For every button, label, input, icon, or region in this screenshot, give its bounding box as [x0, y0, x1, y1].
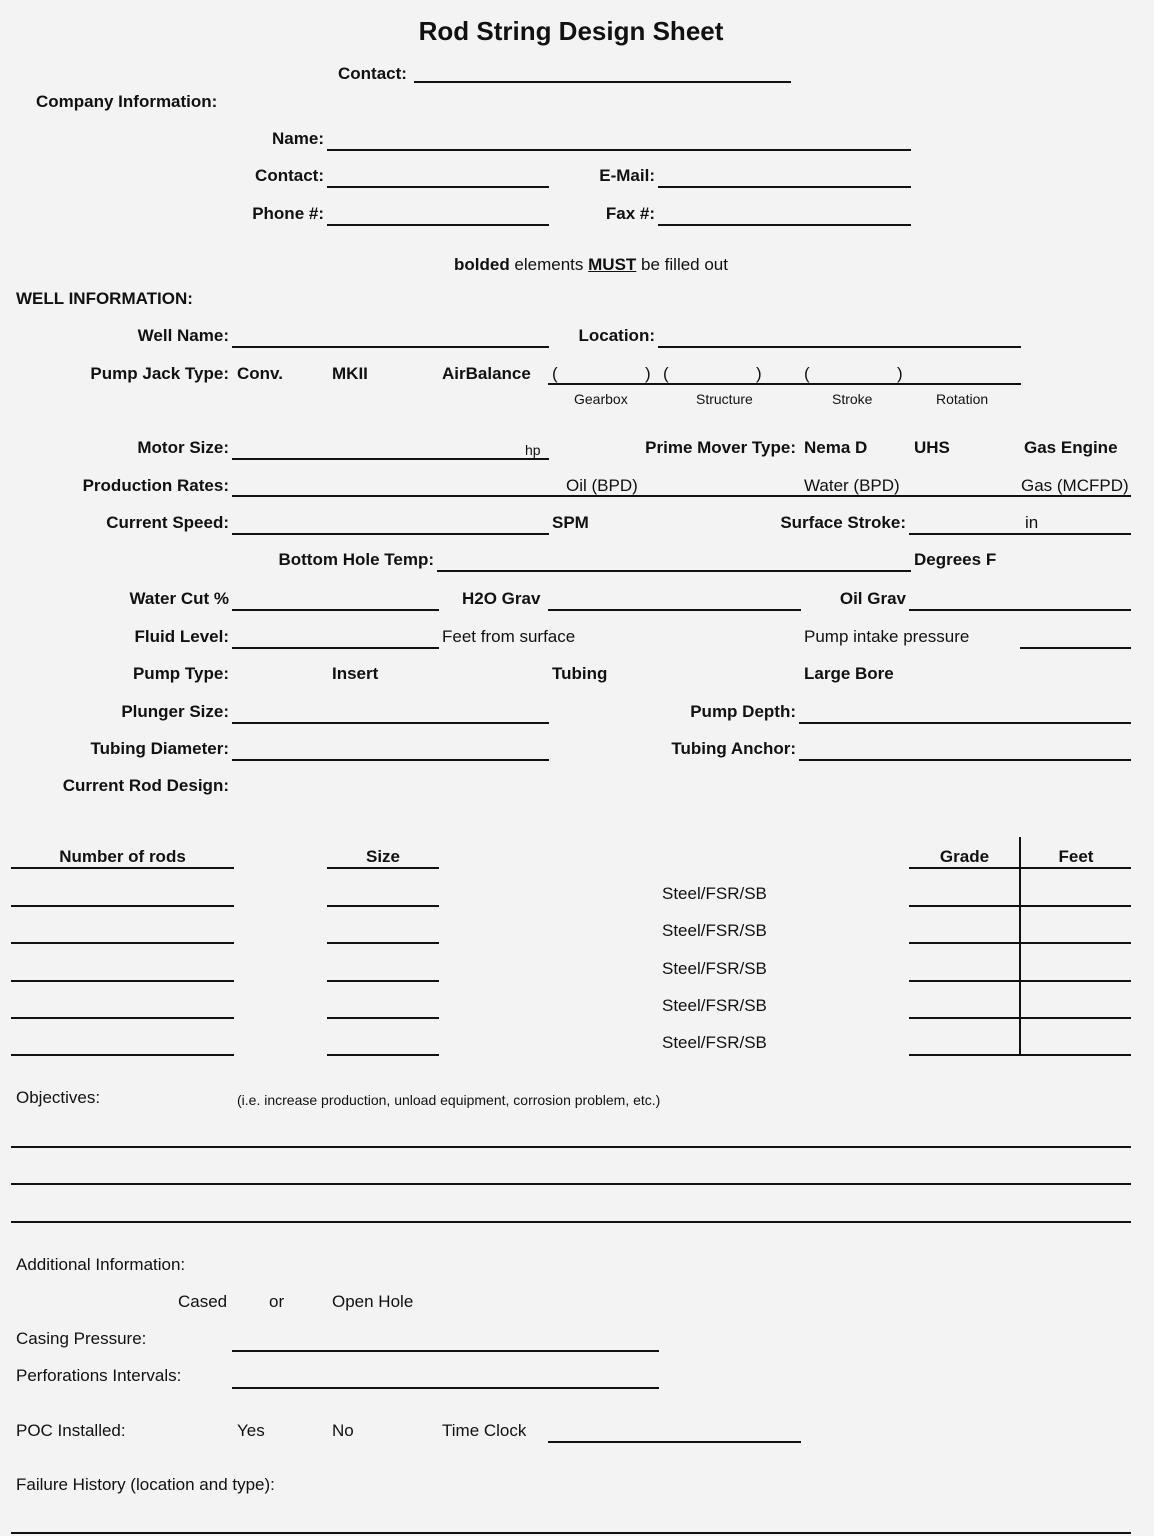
current-rod-design-label: Current Rod Design: — [62, 776, 229, 795]
prime-mover-uhs[interactable]: UHS — [914, 438, 950, 457]
pump-type-large-bore[interactable]: Large Bore — [804, 664, 894, 683]
perforations-field[interactable] — [232, 1387, 659, 1389]
name-label: Name: — [272, 129, 324, 148]
plunger-size-label: Plunger Size: — [121, 702, 229, 721]
rods-number-field[interactable] — [11, 1054, 234, 1056]
rods-feet-field[interactable] — [1021, 1054, 1131, 1056]
h2o-grav-field[interactable] — [548, 609, 801, 611]
contact-top-label: Contact: — [338, 64, 407, 83]
rods-grade-field[interactable] — [909, 1017, 1020, 1019]
surface-stroke-field[interactable] — [909, 533, 1131, 535]
location-field[interactable] — [658, 346, 1021, 348]
motor-size-label: Motor Size: — [137, 438, 229, 457]
company-contact-label: Contact: — [255, 166, 324, 185]
fax-field[interactable] — [658, 224, 911, 226]
bottom-hole-temp-label: Bottom Hole Temp: — [278, 550, 434, 569]
company-info-heading: Company Information: — [36, 92, 218, 111]
objectives-label: Objectives: — [16, 1088, 101, 1107]
well-name-field[interactable] — [232, 346, 549, 348]
pump-jack-conv[interactable]: Conv. — [237, 364, 283, 383]
pump-jack-mkii[interactable]: MKII — [332, 364, 368, 383]
rods-size-header: Size — [365, 847, 401, 866]
pump-type-insert[interactable]: Insert — [332, 664, 379, 683]
structure-paren-open: ( — [663, 364, 669, 383]
water-cut-field[interactable] — [232, 609, 439, 611]
rods-size-field[interactable] — [327, 905, 439, 907]
feet-from-surface-unit: Feet from surface — [442, 627, 576, 646]
rotation-caption: Rotation — [936, 391, 989, 407]
tubing-anchor-label: Tubing Anchor: — [671, 739, 796, 758]
rods-grade-header: Grade — [939, 847, 990, 866]
rods-material-options: Steel/FSR/SB — [662, 921, 767, 940]
pump-type-label: Pump Type: — [132, 664, 229, 683]
rods-size-header-rule — [327, 867, 439, 869]
rods-feet-field[interactable] — [1021, 942, 1131, 944]
well-info-heading: WELL INFORMATION: — [16, 289, 193, 308]
rods-number-field[interactable] — [11, 980, 234, 982]
pump-type-tubing[interactable]: Tubing — [552, 664, 608, 683]
rods-number-field[interactable] — [11, 1017, 234, 1019]
contact-top-field[interactable] — [414, 81, 791, 83]
fluid-level-field[interactable] — [232, 647, 439, 649]
name-field[interactable] — [327, 149, 911, 151]
page-title: Rod String Design Sheet — [418, 16, 724, 46]
objectives-line-2[interactable] — [11, 1183, 1131, 1185]
fluid-level-label: Fluid Level: — [134, 627, 229, 646]
time-clock-label: Time Clock — [442, 1421, 527, 1440]
rods-feet-field[interactable] — [1021, 905, 1131, 907]
gearbox-caption: Gearbox — [574, 391, 628, 407]
rods-feet-field[interactable] — [1021, 1017, 1131, 1019]
spm-unit: SPM — [552, 513, 589, 532]
tubing-diameter-field[interactable] — [232, 759, 549, 761]
cased-option[interactable]: Cased — [178, 1292, 228, 1311]
objectives-line-3[interactable] — [11, 1221, 1131, 1223]
surface-stroke-label: Surface Stroke: — [780, 513, 906, 532]
rods-material-options: Steel/FSR/SB — [662, 1033, 767, 1052]
poc-no-option[interactable]: No — [332, 1421, 354, 1440]
rods-grade-feet-divider — [1019, 837, 1021, 1056]
pump-intake-pressure-label: Pump intake pressure — [804, 627, 970, 646]
rods-grade-field[interactable] — [909, 980, 1020, 982]
rods-size-field[interactable] — [327, 942, 439, 944]
stroke-paren-close: ) — [897, 364, 903, 383]
objectives-line-1[interactable] — [11, 1146, 1131, 1148]
water-cut-label: Water Cut % — [129, 589, 229, 608]
oil-grav-label: Oil Grav — [839, 589, 906, 608]
gas-mcfpd-unit: Gas (MCFPD) — [1021, 476, 1129, 495]
current-speed-label: Current Speed: — [106, 513, 229, 532]
casing-pressure-label: Casing Pressure: — [16, 1329, 147, 1348]
oil-bpd-unit: Oil (BPD) — [566, 476, 638, 495]
in-unit: in — [1025, 513, 1039, 532]
or-text: or — [269, 1292, 285, 1311]
rods-grade-field[interactable] — [909, 942, 1020, 944]
pump-jack-airbalance[interactable]: AirBalance — [442, 364, 531, 383]
pump-jack-label: Pump Jack Type: — [90, 364, 229, 383]
plunger-size-field[interactable] — [232, 722, 549, 724]
rods-material-options: Steel/FSR/SB — [662, 884, 767, 903]
pump-jack-field[interactable] — [548, 383, 1021, 385]
rods-number-field[interactable] — [11, 905, 234, 907]
oil-grav-field[interactable] — [909, 609, 1131, 611]
rods-number-header-rule — [11, 867, 234, 869]
required-note: bolded elements MUST be filled out — [453, 255, 728, 274]
rods-feet-header: Feet — [1058, 847, 1094, 866]
open-hole-option[interactable]: Open Hole — [332, 1292, 414, 1311]
gearbox-paren-close: ) — [645, 364, 651, 383]
rods-size-field[interactable] — [327, 980, 439, 982]
motor-size-field[interactable] — [232, 458, 549, 460]
rods-grade-field[interactable] — [909, 905, 1020, 907]
production-rates-label: Production Rates: — [82, 476, 229, 495]
tubing-diameter-label: Tubing Diameter: — [90, 739, 229, 758]
email-label: E-Mail: — [599, 166, 655, 185]
pump-depth-label: Pump Depth: — [690, 702, 796, 721]
current-speed-field[interactable] — [232, 533, 549, 535]
production-rates-field[interactable] — [232, 495, 1131, 497]
poc-installed-label: POC Installed: — [16, 1421, 126, 1440]
rods-number-header: Number of rods — [59, 847, 186, 866]
failure-history-field[interactable] — [11, 1532, 1131, 1534]
perforations-label: Perforations Intervals: — [16, 1366, 182, 1385]
rods-size-field[interactable] — [327, 1054, 439, 1056]
phone-field[interactable] — [327, 224, 549, 226]
rods-material-options: Steel/FSR/SB — [662, 959, 767, 978]
rods-size-field[interactable] — [327, 1017, 439, 1019]
tubing-anchor-field[interactable] — [799, 759, 1131, 761]
rods-feet-field[interactable] — [1021, 980, 1131, 982]
rods-grade-field[interactable] — [909, 1054, 1020, 1056]
bottom-hole-temp-field[interactable] — [437, 570, 911, 572]
rods-number-field[interactable] — [11, 942, 234, 944]
rods-material-options: Steel/FSR/SB — [662, 996, 767, 1015]
location-label: Location: — [578, 326, 655, 345]
prime-mover-label: Prime Mover Type: — [645, 438, 796, 457]
degrees-f-unit: Degrees F — [914, 550, 997, 569]
gearbox-paren-open: ( — [552, 364, 558, 383]
pump-depth-field[interactable] — [799, 722, 1131, 724]
email-field[interactable] — [658, 186, 911, 188]
hp-unit: hp — [525, 442, 541, 458]
prime-mover-nema-d[interactable]: Nema D — [804, 438, 868, 457]
time-clock-field[interactable] — [548, 1441, 801, 1443]
well-name-label: Well Name: — [137, 326, 229, 345]
structure-paren-close: ) — [756, 364, 762, 383]
stroke-caption: Stroke — [832, 391, 873, 407]
prime-mover-gas-engine[interactable]: Gas Engine — [1024, 438, 1118, 457]
fax-label: Fax #: — [605, 204, 655, 223]
poc-yes-option[interactable]: Yes — [237, 1421, 265, 1440]
stroke-paren-open: ( — [804, 364, 810, 383]
pump-intake-pressure-field[interactable] — [1020, 647, 1131, 649]
objectives-hint: (i.e. increase production, unload equipment, corrosion problem, etc.) — [237, 1092, 661, 1108]
structure-caption: Structure — [696, 391, 753, 407]
failure-history-label: Failure History (location and type): — [16, 1475, 275, 1494]
casing-pressure-field[interactable] — [232, 1350, 659, 1352]
water-bpd-unit: Water (BPD) — [804, 476, 900, 495]
company-contact-field[interactable] — [327, 186, 549, 188]
phone-label: Phone #: — [252, 204, 324, 223]
h2o-grav-label: H2O Grav — [462, 589, 541, 608]
additional-info-label: Additional Information: — [16, 1255, 186, 1274]
